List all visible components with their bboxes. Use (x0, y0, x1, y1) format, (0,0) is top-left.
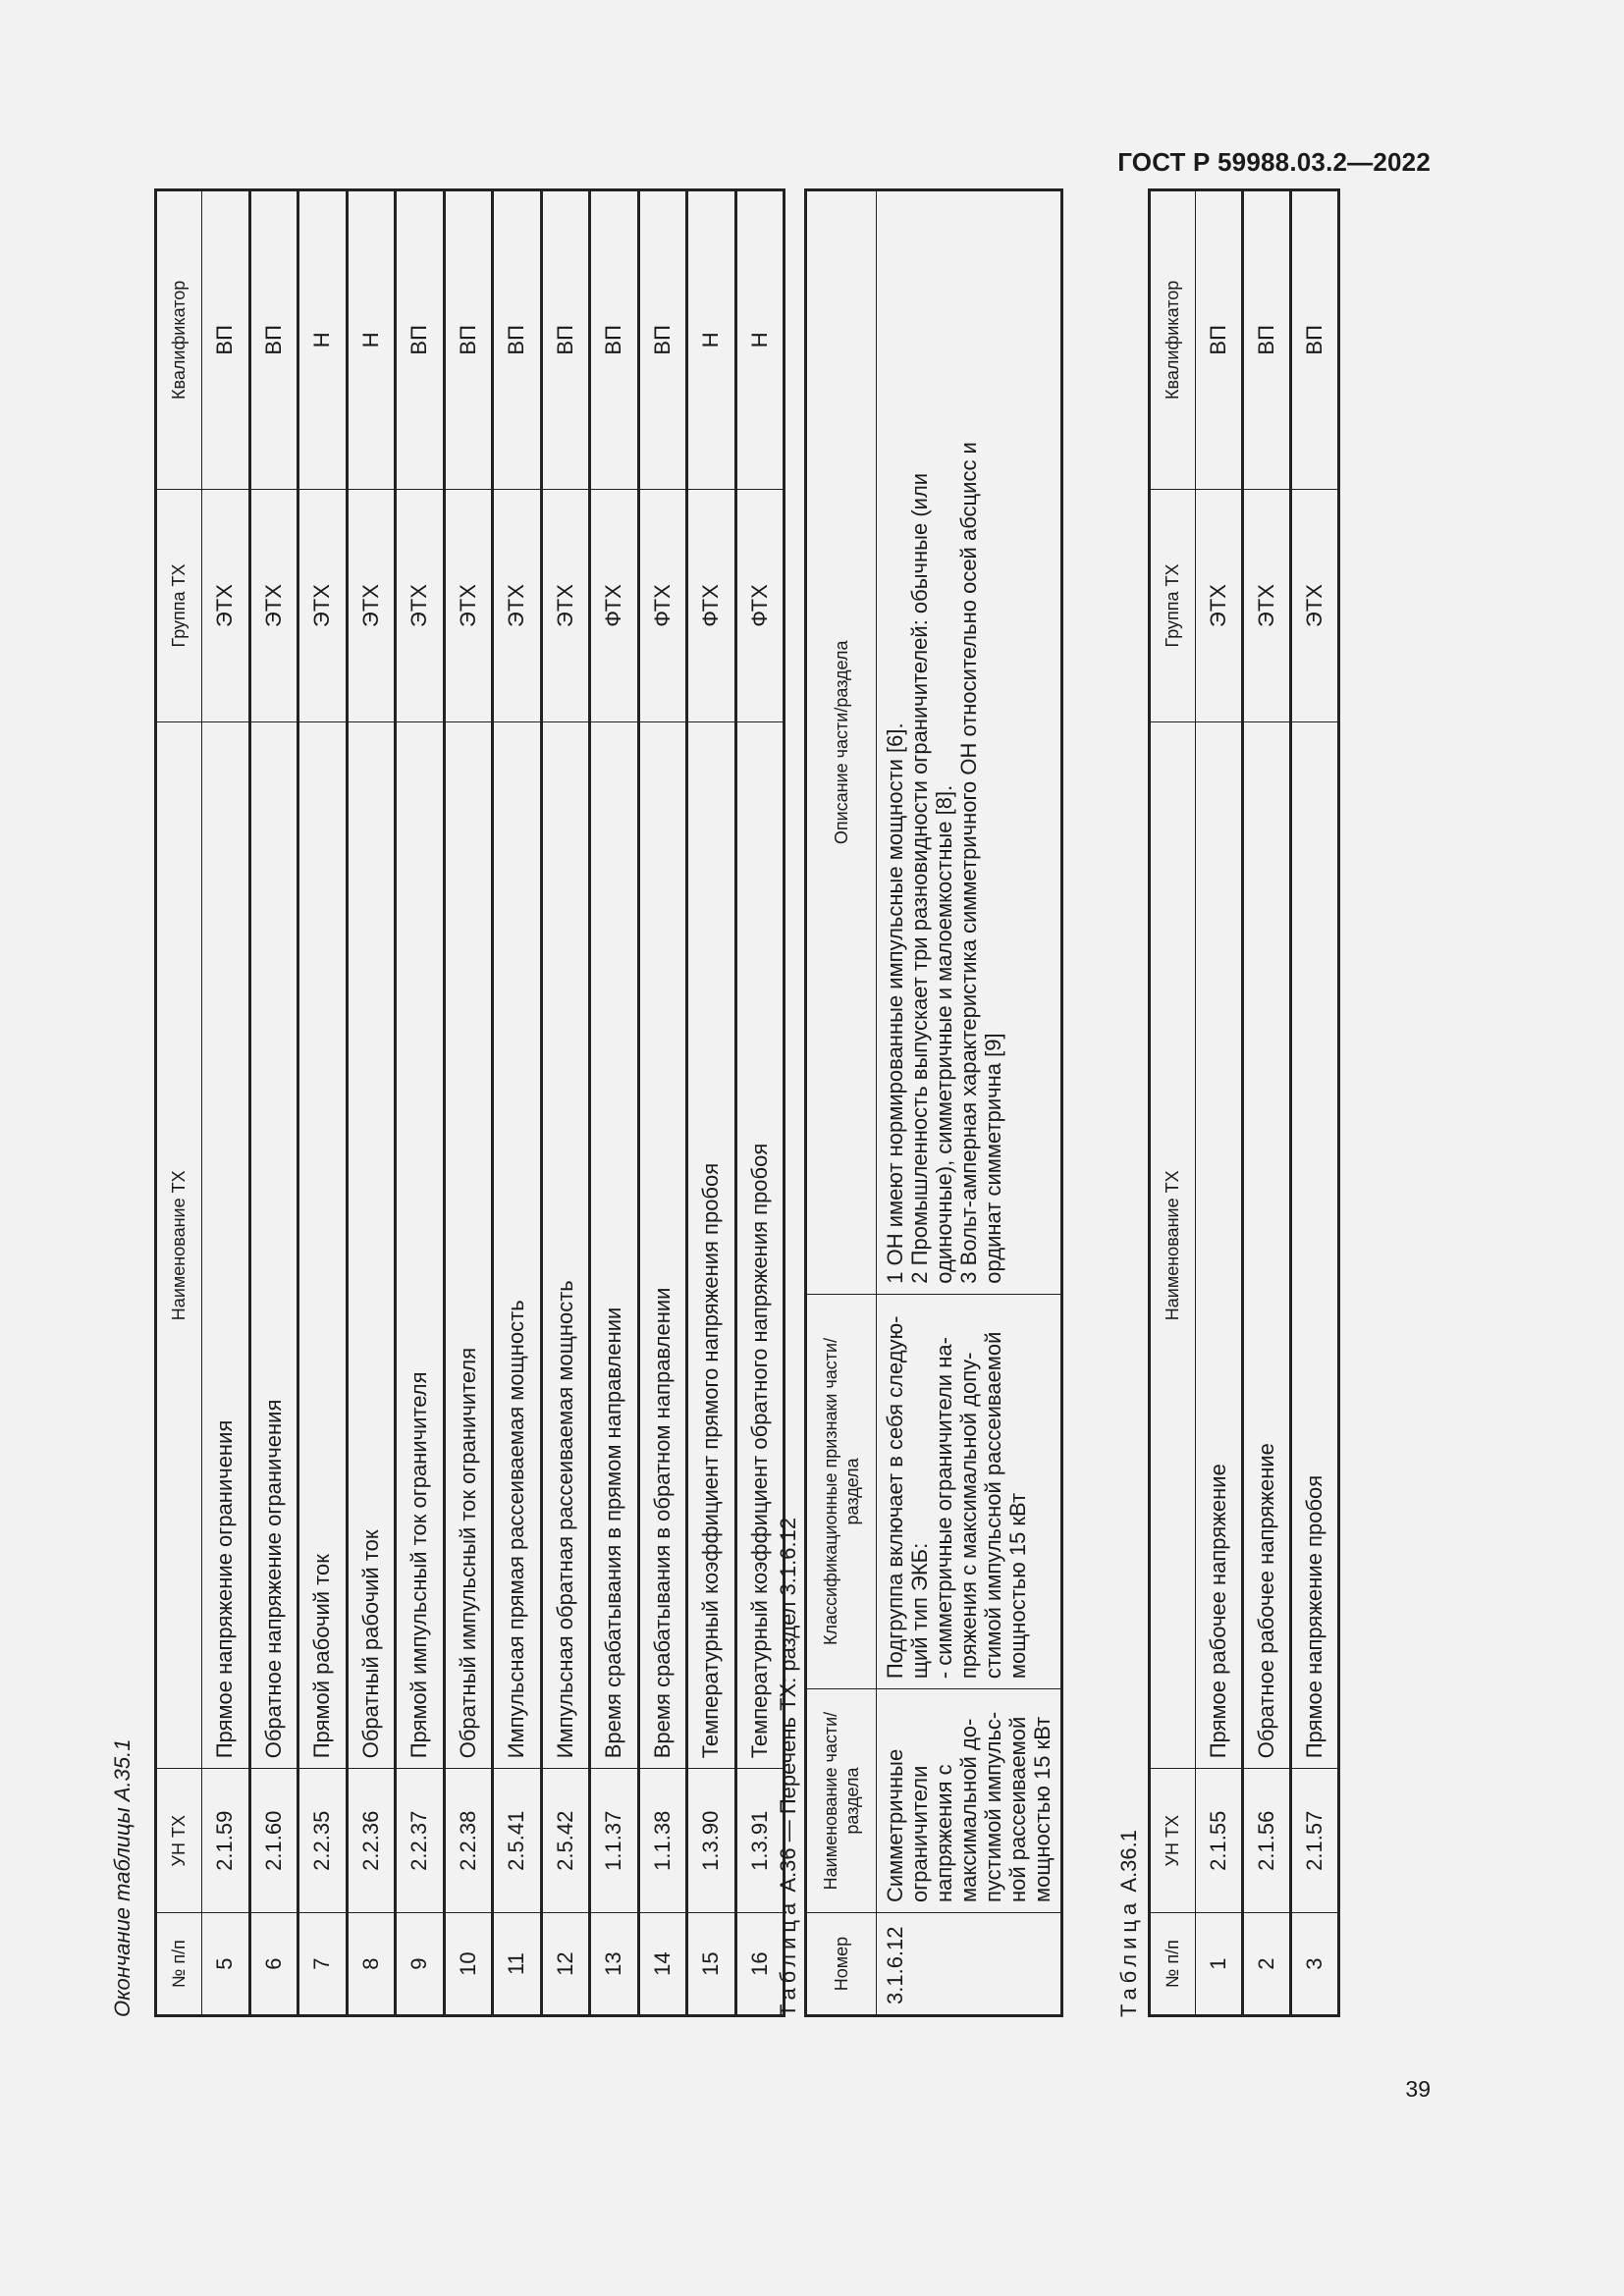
table-a36 (804, 188, 1063, 2017)
cell-qualifier: ВП (444, 190, 493, 490)
cell-num: 5 (202, 1913, 250, 2016)
col-header-description: Описание части/раздела (806, 190, 877, 1295)
cell-code: 2.1.56 (1243, 1769, 1291, 1913)
text-line: мощностью 15 кВт (1030, 1716, 1055, 1903)
text-line: 2 Промышленность выпускает три разновидности ограничителей: обычные (или (907, 472, 932, 1284)
cell-code: 2.5.42 (541, 1769, 590, 1913)
cell-description (877, 190, 1062, 1295)
cell-group: ФТХ (638, 489, 687, 722)
cell-code: 2.2.38 (444, 1769, 493, 1913)
cell-name: Импульсная прямая рассеиваемая мощность (493, 722, 542, 1769)
table-a35-1 (154, 188, 785, 2017)
cell-group: ЭТХ (444, 489, 493, 722)
cell-name: Прямое рабочее напряжение (1196, 722, 1243, 1769)
cell-num: 7 (298, 1913, 348, 2016)
table-header-row (1150, 190, 1196, 2016)
table-a36-caption (776, 1518, 801, 2017)
cell-code: 1.3.91 (735, 1769, 785, 1913)
cell-group: ЭТХ (298, 489, 348, 722)
col-header-num: № п/п (1150, 1913, 1196, 2016)
cell-num: 8 (347, 1913, 396, 2016)
cell-qualifier: ВП (396, 190, 445, 490)
cell-name: Обратный импульсный ток ограничителя (444, 722, 493, 1769)
cell-code: 2.1.59 (202, 1769, 250, 1913)
text-line: мощностью 15 кВт (1005, 1492, 1030, 1680)
cell-code: 1.1.37 (590, 1769, 639, 1913)
cell-name: Прямое напряжение пробоя (1291, 722, 1339, 1769)
cell-qualifier: ВП (202, 190, 250, 490)
document-code: ГОСТ Р 59988.03.2—2022 (1117, 147, 1431, 177)
cell-qualifier: Н (347, 190, 396, 490)
cell-num: 10 (444, 1913, 493, 2016)
cell-num: 6 (249, 1913, 298, 2016)
text-line: - симметричные ограничители на- (932, 1337, 956, 1680)
cell-num: 15 (687, 1913, 736, 2016)
table-header-row (156, 190, 202, 2016)
cell-group: ЭТХ (1291, 489, 1339, 722)
table-a36-1 (1148, 188, 1340, 2017)
table-row (202, 190, 250, 2016)
cell-code: 1.1.38 (638, 1769, 687, 1913)
table-a36-1-caption (1116, 1830, 1142, 2017)
cell-group: ЭТХ (249, 489, 298, 722)
cell-name: Температурный коэффициент обратного напряжения пробоя (735, 722, 785, 1769)
cell-num: 11 (493, 1913, 542, 2016)
cell-num: 2 (1243, 1913, 1291, 2016)
cell-group: ЭТХ (541, 489, 590, 722)
cell-group: ЭТХ (396, 489, 445, 722)
cell-qualifier: ВП (1243, 190, 1291, 490)
cell-group: ФТХ (735, 489, 785, 722)
table-a35-1-caption: Окончание таблицы А.35.1 (110, 1738, 135, 2017)
cell-num: 16 (735, 1913, 785, 2016)
table-row (347, 190, 396, 2016)
cell-num: 1 (1196, 1913, 1243, 2016)
cell-code: 1.3.90 (687, 1769, 736, 1913)
text-line: стимой импульсной рассеиваемой (981, 1331, 1005, 1680)
cell-num: 9 (396, 1913, 445, 2016)
cell-qualifier: Н (687, 190, 736, 490)
cell-name: Обратный рабочий ток (347, 722, 396, 1769)
col-header-qualifier: Квалификатор (156, 190, 202, 490)
col-header-classification: Классификационные признаки части/ раздела (806, 1294, 877, 1688)
cell-group: ЭТХ (202, 489, 250, 722)
cell-group: ФТХ (687, 489, 736, 722)
cell-name: Время срабатывания в обратном направлении (638, 722, 687, 1769)
col-header-group: Группа ТХ (156, 489, 202, 722)
cell-section-name (877, 1689, 1062, 1913)
rotated-page-content (110, 167, 1406, 2061)
text-line: 1 ОН имеют нормированные импульсные мощности [6]. (883, 722, 907, 1284)
cell-num: 13 (590, 1913, 639, 2016)
text-line: 3 Вольт-амперная характеристика симметричного ОН относительно осей абсцисс и (956, 442, 981, 1284)
col-header-num: № п/п (156, 1913, 202, 2016)
table-row (444, 190, 493, 2016)
cell-num: 12 (541, 1913, 590, 2016)
cell-qualifier: ВП (541, 190, 590, 490)
table-row (877, 190, 1062, 2016)
text-line: ординат симметрична [9] (981, 1033, 1005, 1284)
table-title: А.36 — Перечень ТХ: раздел 3.1.6.12 (776, 1517, 800, 1893)
text-line: Симметричные (883, 1748, 907, 1903)
table-row (493, 190, 542, 2016)
text-line: максимальной до- (956, 1718, 981, 1903)
cell-code: 2.1.60 (249, 1769, 298, 1913)
cell-name: Обратное рабочее напряжение (1243, 722, 1291, 1769)
cell-group: ЭТХ (347, 489, 396, 722)
cell-code: 2.5.41 (493, 1769, 542, 1913)
table-row (541, 190, 590, 2016)
table-header-row (806, 190, 877, 2016)
text-line: пряжения с максимальной допу- (956, 1352, 981, 1680)
table-row (1196, 190, 1243, 2016)
page-number: 39 (1405, 2076, 1431, 2102)
cell-qualifier: ВП (590, 190, 639, 490)
col-header-group: Группа ТХ (1150, 489, 1196, 722)
col-header-section-name: Наименование части/ раздела (806, 1689, 877, 1913)
cell-code: 2.2.37 (396, 1769, 445, 1913)
cell-num: 3 (1291, 1913, 1339, 2016)
cell-group: ЭТХ (1196, 489, 1243, 722)
cell-code: 2.1.57 (1291, 1769, 1339, 1913)
cell-name: Импульсная обратная рассеиваемая мощность (541, 722, 590, 1769)
cell-name: Время срабатывания в прямом направлении (590, 722, 639, 1769)
text-line: одиночные), симметричные и малоемкостные [8]. (932, 784, 956, 1284)
cell-code: 2.2.35 (298, 1769, 348, 1913)
col-header-name: Наименование ТХ (1150, 722, 1196, 1769)
table-row (638, 190, 687, 2016)
cell-group: ЭТХ (1243, 489, 1291, 722)
cell-group: ФТХ (590, 489, 639, 722)
cell-qualifier: Н (298, 190, 348, 490)
cell-name: Прямой импульсный ток ограничителя (396, 722, 445, 1769)
text-line: ной рассеиваемой (1005, 1716, 1030, 1903)
text-line: щий тип ЭКБ: (907, 1542, 932, 1680)
table-row (249, 190, 298, 2016)
cell-name: Прямое напряжение ограничения (202, 722, 250, 1769)
cell-qualifier: ВП (249, 190, 298, 490)
col-header-name: Наименование ТХ (156, 722, 202, 1769)
cell-name: Обратное напряжение ограничения (249, 722, 298, 1769)
text-line: пустимой импульс- (981, 1711, 1005, 1903)
table-row (687, 190, 736, 2016)
cell-qualifier: ВП (493, 190, 542, 490)
table-row (298, 190, 348, 2016)
col-header-code: УН ТХ (1150, 1769, 1196, 1913)
cell-number: 3.1.6.12 (877, 1913, 1062, 2016)
cell-code: 2.2.36 (347, 1769, 396, 1913)
table-title: А.36.1 (1116, 1830, 1141, 1893)
text-line: ограничители (907, 1765, 932, 1903)
table-label: Таблица (1116, 1897, 1141, 2017)
cell-qualifier: ВП (1291, 190, 1339, 490)
text-line: напряжения с (932, 1764, 956, 1903)
col-header-number: Номер (806, 1913, 877, 2016)
cell-name: Температурный коэффициент прямого напряжения пробоя (687, 722, 736, 1769)
cell-name: Прямой рабочий ток (298, 722, 348, 1769)
table-row (396, 190, 445, 2016)
text-line: Подгруппа включает в себя следую- (883, 1315, 907, 1680)
cell-qualifier: ВП (1196, 190, 1243, 490)
col-header-code: УН ТХ (156, 1769, 202, 1913)
table-row (1243, 190, 1291, 2016)
table-row (590, 190, 639, 2016)
col-header-qualifier: Квалификатор (1150, 190, 1196, 490)
cell-group: ЭТХ (493, 489, 542, 722)
table-row (1291, 190, 1339, 2016)
cell-qualifier: Н (735, 190, 785, 490)
table-label: Таблица (776, 1897, 800, 2017)
cell-num: 14 (638, 1913, 687, 2016)
cell-qualifier: ВП (638, 190, 687, 490)
cell-code: 2.1.55 (1196, 1769, 1243, 1913)
cell-classification (877, 1294, 1062, 1688)
